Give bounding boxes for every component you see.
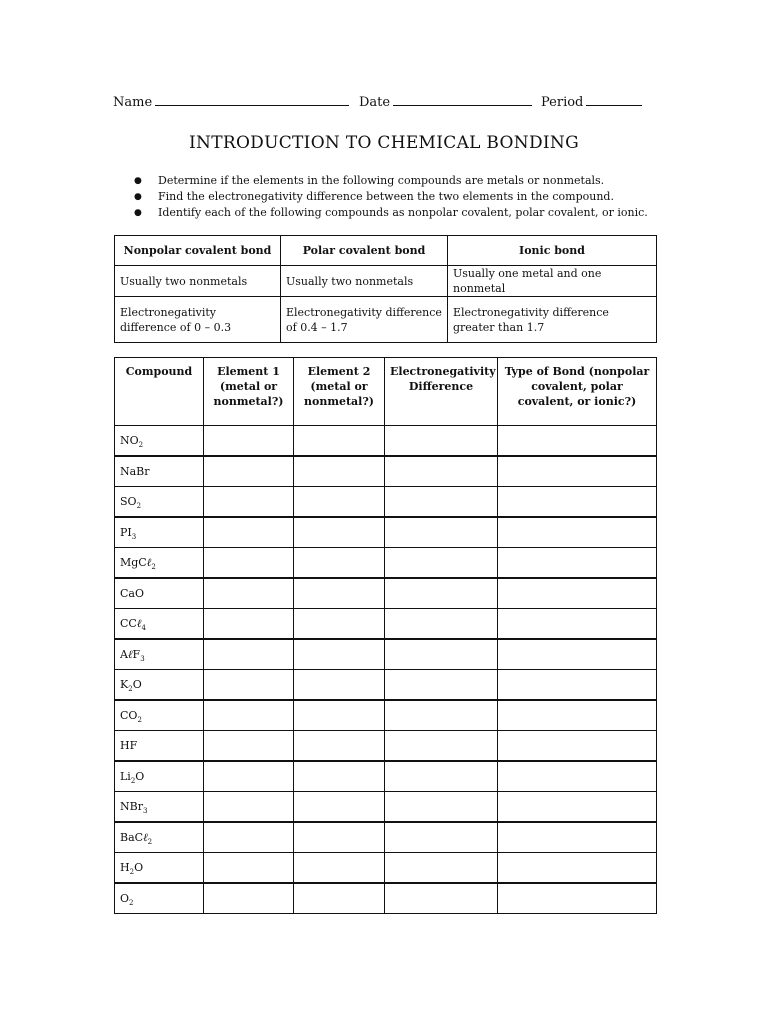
- formula-base: CC: [120, 617, 137, 630]
- bond-type-cell[interactable]: [498, 731, 657, 762]
- bond-type-cell[interactable]: [498, 426, 657, 457]
- element1-cell[interactable]: [204, 487, 294, 518]
- element2-cell[interactable]: [294, 883, 385, 914]
- element2-cell[interactable]: [294, 700, 385, 731]
- formula-subscript: 2: [130, 777, 136, 786]
- difference-cell[interactable]: [385, 670, 498, 701]
- element1-cell[interactable]: [204, 853, 294, 884]
- difference-cell[interactable]: [385, 456, 498, 487]
- compound-formula: [115, 426, 204, 457]
- header-polar: Polar covalent bond: [281, 236, 448, 266]
- formula-subscript: 2: [136, 502, 142, 511]
- difference-cell[interactable]: [385, 639, 498, 670]
- table-row: [115, 761, 657, 792]
- element2-cell[interactable]: [294, 426, 385, 457]
- formula-subscript: 4: [141, 624, 146, 633]
- element2-cell[interactable]: [294, 517, 385, 548]
- polar-elements: Usually two nonmetals: [281, 266, 448, 297]
- header-element2: Element 2 (metal or nonmetal?): [294, 358, 385, 426]
- nonpolar-elements: Usually two nonmetals: [115, 266, 281, 297]
- compound-formula: [115, 548, 204, 579]
- bond-type-cell[interactable]: [498, 517, 657, 548]
- element1-cell[interactable]: [204, 700, 294, 731]
- compound-formula: [115, 700, 204, 731]
- difference-cell[interactable]: [385, 517, 498, 548]
- difference-cell[interactable]: [385, 700, 498, 731]
- formula-base: CaO: [120, 587, 144, 600]
- period-field[interactable]: [541, 93, 642, 113]
- instruction-item: [134, 189, 648, 205]
- bond-type-cell[interactable]: [498, 670, 657, 701]
- element2-cell[interactable]: [294, 578, 385, 609]
- bond-type-cell[interactable]: [498, 853, 657, 884]
- element1-cell[interactable]: [204, 578, 294, 609]
- compound-formula: [115, 456, 204, 487]
- table-row: [115, 548, 657, 579]
- element2-cell[interactable]: [294, 456, 385, 487]
- element2-cell[interactable]: [294, 822, 385, 853]
- formula-subscript: 2: [151, 563, 156, 572]
- difference-cell[interactable]: [385, 731, 498, 762]
- compound-formula: [115, 792, 204, 823]
- element1-cell[interactable]: [204, 792, 294, 823]
- formula-script-l: ℓ: [127, 648, 133, 661]
- element2-cell[interactable]: [294, 609, 385, 640]
- formula-base: HF: [120, 739, 138, 752]
- table-row: [115, 609, 657, 640]
- compound-formula: [115, 639, 204, 670]
- element1-cell[interactable]: [204, 822, 294, 853]
- instruction-text: Identify each of the following compounds as nonpolar covalent, polar covalent, or ionic.: [158, 206, 648, 219]
- header-difference: Electronegativity Difference: [385, 358, 498, 426]
- header-compound: Compound: [115, 358, 204, 426]
- compound-formula: [115, 578, 204, 609]
- date-field[interactable]: [359, 93, 532, 113]
- date-blank[interactable]: [393, 93, 532, 106]
- instructions-list: [134, 173, 648, 221]
- table-row: [115, 731, 657, 762]
- formula-base: PI: [120, 526, 132, 539]
- table-row: [115, 822, 657, 853]
- table-row: [115, 700, 657, 731]
- element1-cell[interactable]: [204, 426, 294, 457]
- formula-base: NO: [120, 434, 139, 447]
- header-bond-type: Type of Bond (nonpolar covalent, polar covalent, or ionic?): [498, 358, 657, 426]
- element1-cell[interactable]: [204, 609, 294, 640]
- compound-formula: [115, 883, 204, 914]
- name-label: Name: [113, 95, 153, 110]
- difference-cell[interactable]: [385, 792, 498, 823]
- bond-type-cell[interactable]: [498, 822, 657, 853]
- bond-type-cell[interactable]: [498, 548, 657, 579]
- instruction-text: Find the electronegativity difference between the two elements in the compound.: [158, 190, 614, 203]
- element2-cell[interactable]: [294, 853, 385, 884]
- formula-subscript: 3: [142, 807, 148, 816]
- element1-cell[interactable]: [204, 670, 294, 701]
- element2-cell[interactable]: [294, 548, 385, 579]
- difference-cell[interactable]: [385, 761, 498, 792]
- difference-cell[interactable]: [385, 548, 498, 579]
- table-row: [115, 670, 657, 701]
- element1-cell[interactable]: [204, 456, 294, 487]
- element1-cell[interactable]: [204, 883, 294, 914]
- header-element1: Element 1 (metal or nonmetal?): [204, 358, 294, 426]
- formula-base: Li: [120, 770, 131, 783]
- compound-formula: [115, 853, 204, 884]
- difference-cell[interactable]: [385, 578, 498, 609]
- table-row: [115, 517, 657, 548]
- instruction-item: [134, 205, 648, 221]
- formula-tail: O: [135, 770, 145, 783]
- formula-subscript: 2: [138, 441, 144, 450]
- formula-base: H: [120, 861, 130, 874]
- formula-script-l: ℓ: [146, 556, 152, 569]
- element2-cell[interactable]: [294, 761, 385, 792]
- bond-type-cell[interactable]: [498, 792, 657, 823]
- date-label: Date: [359, 95, 391, 110]
- formula-subscript: 2: [129, 868, 135, 877]
- formula-base: O: [120, 892, 130, 905]
- element2-cell[interactable]: [294, 639, 385, 670]
- bond-type-cell[interactable]: [498, 700, 657, 731]
- formula-subscript: 2: [128, 685, 133, 694]
- formula-subscript: 2: [129, 899, 134, 908]
- name-blank[interactable]: [155, 93, 349, 106]
- formula-subscript: 3: [131, 533, 137, 542]
- formula-tail: O: [134, 861, 144, 874]
- instruction-item: [134, 173, 648, 189]
- table-row: [115, 853, 657, 884]
- formula-base: A: [120, 648, 128, 661]
- formula-subscript: 2: [147, 838, 153, 847]
- bond-type-cell[interactable]: [498, 761, 657, 792]
- formula-base: NaBr: [120, 465, 150, 478]
- table-row: [115, 578, 657, 609]
- header-nonpolar: Nonpolar covalent bond: [115, 236, 281, 266]
- student-info-line: [113, 93, 653, 113]
- period-label: Period: [541, 95, 584, 110]
- difference-cell[interactable]: [385, 853, 498, 884]
- bond-type-cell[interactable]: [498, 883, 657, 914]
- table-row: [115, 456, 657, 487]
- element1-cell[interactable]: [204, 761, 294, 792]
- page-title: INTRODUCTION TO CHEMICAL BONDING: [189, 133, 579, 153]
- formula-script-l: ℓ: [143, 831, 148, 844]
- formula-base: F: [132, 648, 141, 661]
- formula-base: BaC: [120, 831, 144, 844]
- formula-tail: O: [132, 678, 142, 691]
- polar-difference: Electronegativity difference of 0.4 – 1.7: [281, 297, 448, 343]
- formula-subscript: 3: [140, 655, 145, 664]
- bond-type-cell[interactable]: [498, 456, 657, 487]
- compound-formula: [115, 487, 204, 518]
- bullet-icon: ●: [134, 176, 142, 186]
- compound-rows: [115, 426, 657, 914]
- table-row: [115, 487, 657, 518]
- ionic-difference: Electronegativity difference greater than 1.7: [448, 297, 657, 343]
- difference-cell[interactable]: [385, 883, 498, 914]
- table-row: [115, 883, 657, 914]
- table-row: [115, 426, 657, 457]
- bond-type-cell[interactable]: [498, 639, 657, 670]
- nonpolar-difference: Electronegativity difference of 0 – 0.3: [115, 297, 281, 343]
- compound-formula: [115, 761, 204, 792]
- ionic-elements: Usually one metal and one nonmetal: [448, 266, 657, 297]
- formula-base: K: [120, 678, 129, 691]
- bond-types-table: [114, 235, 657, 343]
- instruction-text: Determine if the elements in the following compounds are metals or nonmetals.: [158, 174, 605, 187]
- difference-cell[interactable]: [385, 487, 498, 518]
- header-ionic: Ionic bond: [448, 236, 657, 266]
- formula-base: MgC: [120, 556, 147, 569]
- difference-cell[interactable]: [385, 609, 498, 640]
- element2-cell[interactable]: [294, 792, 385, 823]
- formula-base: NBr: [120, 800, 143, 813]
- formula-base: CO: [120, 709, 138, 722]
- formula-script-l: ℓ: [136, 617, 142, 630]
- table-row: [115, 639, 657, 670]
- bond-type-cell[interactable]: [498, 578, 657, 609]
- bond-type-cell[interactable]: [498, 609, 657, 640]
- formula-base: SO: [120, 495, 137, 508]
- period-blank[interactable]: [586, 93, 642, 106]
- element2-cell[interactable]: [294, 670, 385, 701]
- compound-worksheet-table: [114, 357, 657, 914]
- table-row: [115, 792, 657, 823]
- compound-formula: [115, 731, 204, 762]
- element2-cell[interactable]: [294, 731, 385, 762]
- element1-cell[interactable]: [204, 517, 294, 548]
- difference-cell[interactable]: [385, 426, 498, 457]
- compound-formula: [115, 517, 204, 548]
- element1-cell[interactable]: [204, 639, 294, 670]
- element1-cell[interactable]: [204, 731, 294, 762]
- bullet-icon: ●: [134, 192, 142, 202]
- element2-cell[interactable]: [294, 487, 385, 518]
- name-field[interactable]: [113, 93, 349, 113]
- compound-formula: [115, 670, 204, 701]
- difference-cell[interactable]: [385, 822, 498, 853]
- bond-type-cell[interactable]: [498, 487, 657, 518]
- compound-formula: [115, 609, 204, 640]
- formula-subscript: 2: [137, 716, 142, 725]
- compound-formula: [115, 822, 204, 853]
- element1-cell[interactable]: [204, 548, 294, 579]
- bullet-icon: ●: [134, 208, 142, 218]
